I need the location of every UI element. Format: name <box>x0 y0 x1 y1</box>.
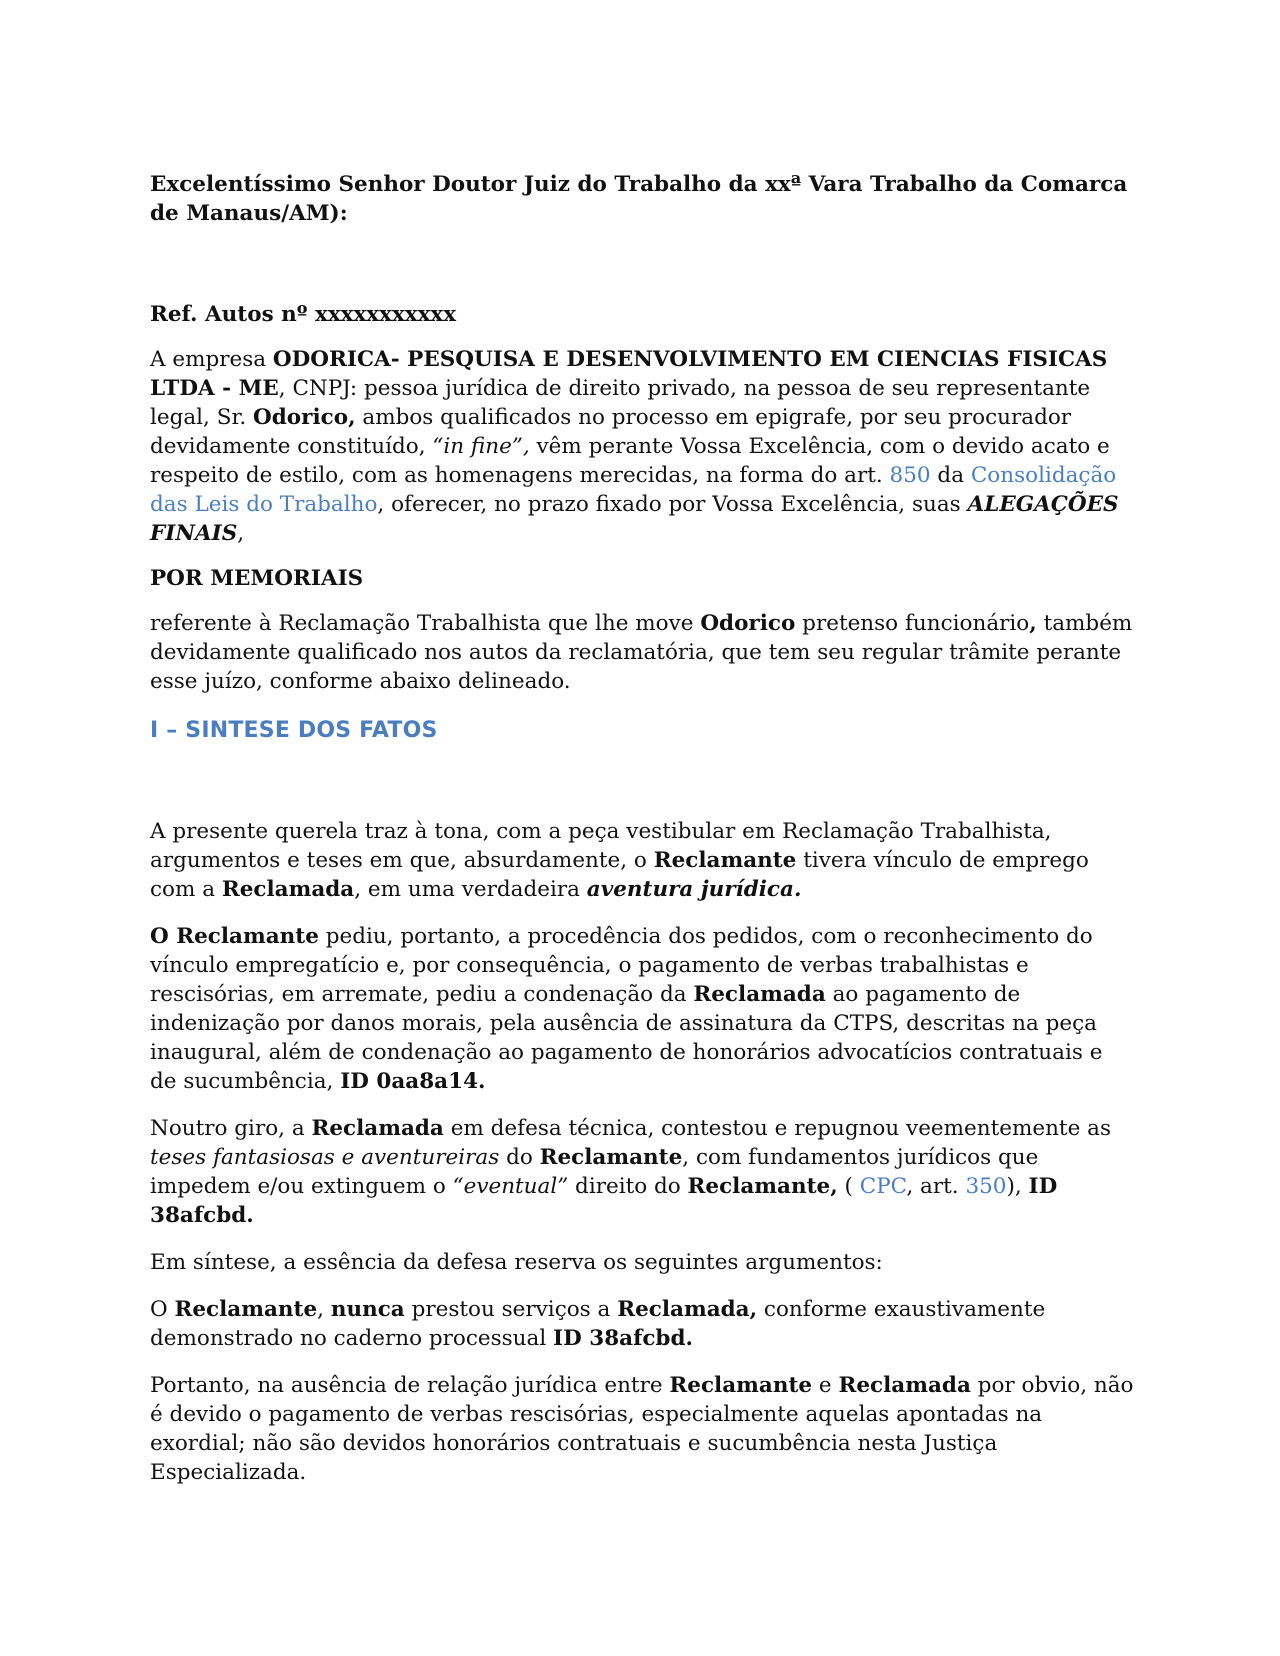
summary-paragraph-5: O Reclamante, nunca prestou serviços a Reclamada, conforme exaustivamente demonstrado no caderno processual ID 38afcbd. <box>150 1297 1046 1351</box>
company-name: ODORICA- PESQUISA E DESENVOLVIMENTO EM CIENCIAS FISICAS LTDA - ME <box>150 347 1108 401</box>
document-id: ID 0aa8a14. <box>340 1069 486 1094</box>
representative-name: Odorico, <box>253 405 356 430</box>
case-reference: Ref. Autos nº xxxxxxxxxxx <box>150 302 457 327</box>
referente-paragraph: referente à Reclamação Trabalhista que lhe move Odorico pretenso funcionário, também devidamente qualificado nos autos da reclamatória, que tem seu regular trâmite perante esse juízo, conforme abaixo delineado. <box>150 611 1133 694</box>
cpc-link[interactable]: CPC <box>859 1174 907 1199</box>
por-memoriais-heading: POR MEMORIAIS <box>150 566 364 591</box>
section-heading: I – SINTESE DOS FATOS <box>150 718 438 743</box>
claimant-name: Odorico <box>700 611 796 636</box>
document-id: ID 38afcbd. <box>150 1174 1058 1228</box>
art-850-link[interactable]: 850 <box>889 463 931 488</box>
document-id: ID 38afcbd. <box>553 1326 693 1351</box>
clt-link[interactable]: Consolidação das Leis do Trabalho <box>150 463 1117 517</box>
art-350-link[interactable]: 350 <box>965 1174 1007 1199</box>
document-page <box>150 170 1135 1487</box>
in-fine: “in fine”, <box>432 434 530 459</box>
summary-paragraph-4: Em síntese, a essência da defesa reserva os seguintes argumentos: <box>150 1250 883 1275</box>
alegacoes-finais: ALEGAÇÕES FINAIS <box>150 492 1119 546</box>
salutation: Excelentíssimo Senhor Doutor Juiz do Trabalho da xxª Vara Trabalho da Comarca de Manaus/AM): <box>150 172 1128 226</box>
summary-paragraph-2: O Reclamante pediu, portanto, a procedência dos pedidos, com o reconhecimento do vínculo empregatício e, por consequência, o pagamento de verbas trabalhistas e rescisórias, em arremate, pediu a condenação da Reclamada ao pagamento de indenização por danos morais, pela ausência de assinatura da CTPS, descritas na peça inaugural, além de condenação ao pagamento de honorários advocatícios contratuais e de sucumbência, ID 0aa8a14. <box>150 924 1103 1094</box>
summary-paragraph-3: Noutro giro, a Reclamada em defesa técnica, contestou e repugnou veementemente as teses fantasiosas e aventureiras do Reclamante, com fundamentos jurídicos que impedem e/ou extinguem o “eventual” direito do Reclamante, ( CPC, art. 350), ID 38afcbd. <box>150 1116 1111 1228</box>
summary-paragraph-1: A presente querela traz à tona, com a peça vestibular em Reclamação Trabalhista, argumentos e teses em que, absurdamente, o Reclamante tivera vínculo de emprego com a Reclamada, em uma verdadeira aventura jurídica. <box>150 819 1089 902</box>
intro-paragraph: A empresa ODORICA- PESQUISA E DESENVOLVIMENTO EM CIENCIAS FISICAS LTDA - ME, CNPJ: pessoa jurídica de direito privado, na pessoa de seu representante legal, Sr. Odorico, ambos qualificados no processo em epigrafe, por seu procurador devidamente constituído, “in fine”, vêm perante Vossa Excelência, com o devido acato e respeito de estilo, com as homenagens merecidas, na forma do art. 850 da Consolidação das Leis do Trabalho, oferecer, no prazo fixado por Vossa Excelência, suas ALEGAÇÕES FINAIS, <box>150 347 1119 546</box>
summary-paragraph-6: Portanto, na ausência de relação jurídica entre Reclamante e Reclamada por obvio, não é devido o pagamento de verbas rescisórias, especialmente aquelas apontadas na exordial; não são devidos honorários contratuais e sucumbência nesta Justiça Especializada. <box>150 1373 1134 1485</box>
